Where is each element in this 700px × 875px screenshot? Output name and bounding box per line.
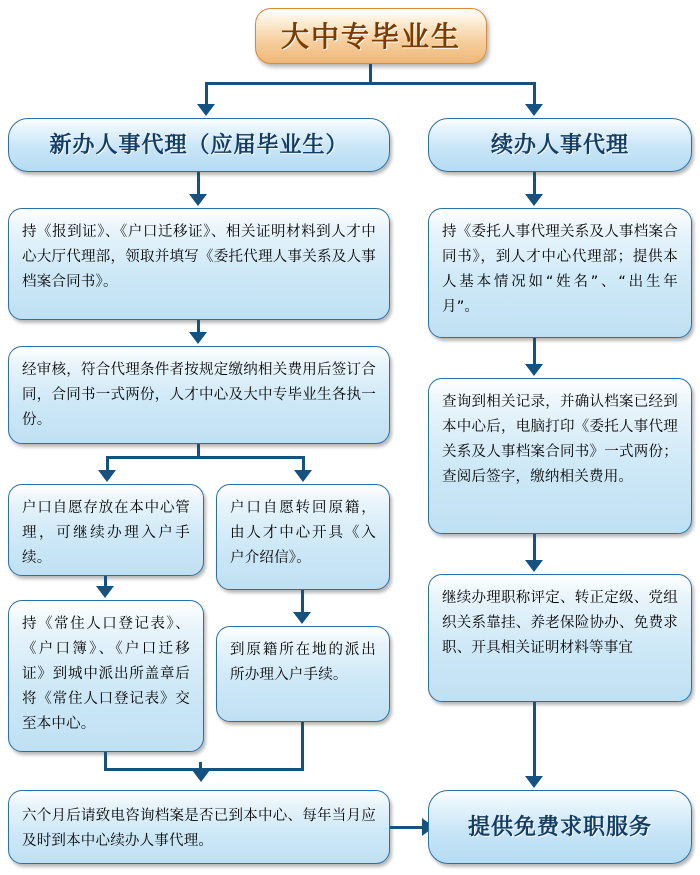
right-step1-text: 持《委托人事代理关系及人事档案合同书》，到人才中心代理部；提供本人基本情况如“姓名”、“出生年月”。 xyxy=(442,224,678,315)
connector-title-down xyxy=(369,64,372,82)
right-header-label: 续办人事代理 xyxy=(490,132,629,158)
arrow-l-s1-s2 xyxy=(189,332,207,344)
arrow-to-right-header xyxy=(525,104,543,116)
connector-r-s3-footer xyxy=(533,702,536,776)
connector-l-footer-down xyxy=(199,762,202,772)
left-branch-right-text: 户口自愿转回原籍，由人才中心开具《入户介绍信》。 xyxy=(230,500,376,566)
left-footer-text: 六个月后请致电咨询档案是否已到本中心、每年当月应及时到本中心续办人事代理。 xyxy=(22,808,376,849)
connector-l-h-s1 xyxy=(197,172,200,194)
connector-title-right xyxy=(533,82,536,104)
left-branch-left-next-text: 持《常住人口登记表》、《户口簿》、《户口迁移证》到城中派出所盖章后将《常住人口登记表》交至本中心。 xyxy=(22,616,190,732)
connector-l-br-next xyxy=(301,590,304,612)
arrow-r-s2-s3 xyxy=(525,560,543,572)
arrow-r-s1-s2 xyxy=(525,364,543,376)
connector-l-bl-next xyxy=(104,576,107,586)
connector-l-branch-split xyxy=(106,456,305,459)
arrow-r-s3-footer xyxy=(525,776,543,788)
connector-r-s2-s3 xyxy=(533,534,536,560)
connector-title-split xyxy=(205,82,536,85)
arrow-l-bl-next xyxy=(96,586,114,598)
arrow-l-branch-left xyxy=(98,470,116,482)
arrow-to-left-header xyxy=(197,104,215,116)
connector-l-s2-down xyxy=(197,444,200,456)
connector-l-brn-footer xyxy=(301,722,304,770)
connector-r-s1-s2 xyxy=(533,338,536,364)
right-footer-label: 提供免费求职服务 xyxy=(467,814,652,840)
left-step2-text: 经审核，符合代理条件者按规定缴纳相关费用后签订合同，合同书一式两份，人才中心及大中专毕业生各执一份。 xyxy=(22,362,376,428)
arrow-l-branch-right xyxy=(294,470,312,482)
arrow-l-br-next xyxy=(293,612,311,624)
connector-footer-right xyxy=(390,826,426,829)
page-title: 大中专毕业生 xyxy=(280,19,461,53)
connector-r-h-s1 xyxy=(533,172,536,194)
left-branch-right-next-text: 到原籍所在地的派出所办理入户手续。 xyxy=(230,642,376,683)
right-step3-text: 继续办理职称评定、转正定级、党组织关系靠挂、养老保险协办、免费求职、开具相关证明材料等事宜 xyxy=(442,590,678,656)
connector-title-left xyxy=(205,82,208,104)
left-header-label: 新办人事代理（应届毕业生） xyxy=(49,132,349,158)
left-step1-text: 持《报到证》、《户口迁移证》、相关证明材料到人才中心大厅代理部，领取并填写《委托代理人事关系及人事档案合同书》。 xyxy=(22,224,376,290)
arrow-r-h-s1 xyxy=(525,194,543,206)
connector-l-s1-s2 xyxy=(197,320,200,332)
left-branch-left-text: 户口自愿存放在本中心管理，可继续办理入户手续。 xyxy=(22,500,190,566)
connector-l-branch-right xyxy=(302,456,305,470)
arrow-l-h-s1 xyxy=(189,194,207,206)
connector-l-branch-left xyxy=(106,456,109,470)
right-step2-text: 查询到相关记录，并确认档案已经到本中心后，电脑打印《委托人事代理关系及人事档案合同书》一式两份；查阅后签字，缴纳相关费用。 xyxy=(442,394,678,485)
